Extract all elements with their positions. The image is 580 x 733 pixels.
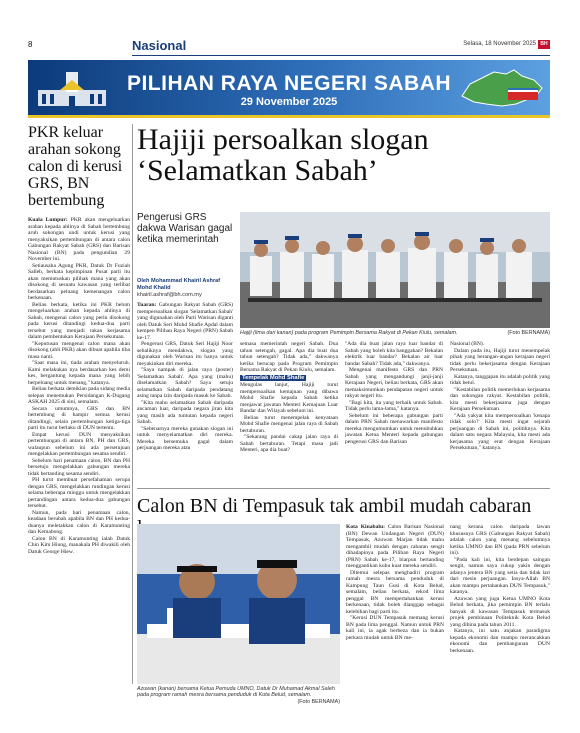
main-paragraph: "Ada yakyat kita mempersoalkan 'kenapa tidak solo?' Kita mesti ingat sejarah perjuangan di Sabah ini, politiknya. Kita dalam satu negara Malaysia, kita mesti ada kerjasama yang erat dengan Kerajaan Persekutuan," katanya. <box>450 412 550 451</box>
second-photo-credit: (Foto BERNAMA) <box>297 698 340 705</box>
side-story-headline: PKR keluar arahan sokong calon di kerusi GRS, BN bertembung <box>28 124 123 209</box>
second-paragraph: Ditemui selepas menghadiri program ramah mesra bersama penduduk di Kampung Taun Gusi di Kota Belud, semalam, beliau berkata, rekod lima penggal BN mempertahankan kerusi berkenaan, tidak boleh dianggap sebagai kelebihan bagi parti itu. <box>346 569 444 615</box>
second-paragraph: Katanya, ini satu anjakan paradigma kepada ekonomi dan mampu merancakkan ekonomi dan pembangunan DUN berkenaan. <box>450 628 550 654</box>
sabah-map-icon <box>456 66 546 112</box>
main-caption-text: Hajiji (lima dari kanan) pada program Pemimpin Bersama Rakyat di Pekan Kiulu, semalam. <box>240 330 458 336</box>
main-story-column-2 <box>240 341 338 484</box>
main-paragraph: "Saya nampak di jalan raya (poster) 'Selamatkan Sabah'. Apa yang (mahu) diselamatkan Sabah? Saya setuju selamatkan Sabah daripada pendatang asing tanpa izin daripada masuk ke Sabah. <box>137 367 233 399</box>
second-paragraph: Kota Kinabalu: Calon Barisan Nasional (BN) Dewan Undangan Negeri (DUN) Tempasuk, Azuwan Marjan tidak mahu mengambil mudah dengan cabaran sengit dihadapinya pada Pilihan Raya Negeri (PRN) Sabah ke-17, biarpun bertanding menggantikan kubu kuat mereka sendiri. <box>346 524 444 569</box>
building-logo-icon <box>32 68 112 112</box>
banner-stripe <box>28 115 550 118</box>
second-story-column-2 <box>450 524 550 696</box>
page-header <box>28 40 550 60</box>
second-caption-text: Azuwan (kanan) bersama Ketua Pemuda UMNO, Datuk Dr Muhamad Akmal Saleh pada program ramah mesra bersama penduduk di Kota Belud, semalam. <box>137 686 335 699</box>
second-photo-caption <box>137 686 340 705</box>
side-story-paragraph: Sebelum hari penamaan calon, BN dan PH bersetuju mengelakkan gabungan mereka tidak bertanding sesama sendiri. <box>28 457 130 477</box>
page-number: 8 <box>28 40 33 49</box>
section-divider <box>132 55 550 56</box>
side-story-paragraph: Secara umumnya, GRS dan BN bertembung di hampir semua kerusi ditandingi, selain pertembungan ketiga-tiga parti itu turut berlaku di DUN tertentu. <box>28 405 130 431</box>
side-story-dateline: Kuala Lumpur: <box>28 217 68 223</box>
author-email[interactable]: khairil.ashraf@bh.com.my <box>137 292 202 298</box>
main-paragraph: "Kita mahu selamatkan Sabah daripada ancaman luar, daripada negara jiran kita yang masih ada tuntutan kepada negeri Sabah. <box>137 399 233 425</box>
side-story-paragraph: Namun, pada hari penamaan calon, keadaan berubah apabila BN dan PH kedua-duanya meletakkan calon di Karamunting dan Kemabong. <box>28 509 130 535</box>
crowd-photo-illustration <box>240 212 550 328</box>
banner-date: 29 November 2025 <box>240 96 338 108</box>
side-story <box>28 124 130 555</box>
main-photo <box>240 212 550 328</box>
crosshead: Tempelak Mohd Shafie <box>242 374 305 381</box>
side-story-paragraph: PH turut membuat persefahaman serupa dengan GRS, mengelakkan rundingan kerusi selama beberapa minggu untuk mengelakkan pertandingan antara kedua-dua gabungan tersebut. <box>28 477 130 509</box>
main-byline: Oleh Mohammad Khairil Ashraf Mohd Khalid <box>137 278 221 291</box>
side-story-paragraph: Kuala Lumpur: PKR akan mengeluarkan arahan kepada ahlinya di Sabah bertembung aruh sokongan undi untuk kerusi yang menyaksikan pertembungan di antara calon Gabungan Rakyat Sabah (GRS) dan Barisan Nasional (BN) pada pengundian 29 November ini. <box>28 217 130 262</box>
side-story-paragraph: Setiausaha Agung PKR, Datuk Dr Fuziah Salleh, berkata kepimpinan Pusat parti itu akan memutuskan pilihak mana yang akan disokong di sesuatu kawasan yang terlibat berdasarkan peluang kemenangan calon berkenaan. <box>28 262 130 301</box>
main-paragraph: Tuaran: Gabungan Rakyat Sabah (GRS) mempersoalkan slogan 'Selamatkan Sabah' yang digunakan oleh Parti Warisan diganti oleh Datuk Seri Mohd Shafie Apdal dalam kempen Pilihan Raya Negeri (PRN) Sabah ke-17. <box>137 302 233 341</box>
second-story-column-1 <box>346 524 444 696</box>
side-story-paragraph: "Keputusan mengenai calon mana akan disokong (ahli PKR) akan dibuat apabila tiba masa nanti. <box>28 340 130 360</box>
second-photo <box>137 524 340 684</box>
second-paragraph: Azuwan yang juga Ketua UMNO Kota Belud berkata, jika pemimpin BN terlalu banyak di kawasan Tempasuk termasuk projek pembinaan Politeknik Kota Belud yang dibina pada tahun 2011. <box>450 595 550 628</box>
side-story-paragraph: Calon BN di Karamunting ialah Datuk Chin Kim Hiung, manakala PH diwakili oleh Datuk George Hiew. <box>28 535 130 555</box>
side-story-paragraph: Beliau berkata, ketika ini PKR belum mengeluarkan arahan kepada ahlinya di Sabah, mengenai calon yang perlu disokong pada kerusi ditandingi kedua-dua parti tersebut yang menjadi rakan kerjasama dalam pembentukan Kerajaan Persekutuan. <box>28 301 130 340</box>
brand-logo: BH <box>538 40 550 49</box>
main-paragraph: "Sebenarnya mereka gunakan slogan ini untuk menyelamatkan diri mereka. Mereka bersemuka gagal dalam perjuangan mereka atau <box>137 425 233 451</box>
second-headline: Calon BN di Tempasuk tak ambil mudah cabaran <box>137 495 532 517</box>
second-dateline: Kota Kinabalu: <box>346 524 385 530</box>
main-paragraph: Nasional (BN). <box>450 341 485 347</box>
main-photo-caption <box>240 330 550 336</box>
candidate-photo-illustration <box>137 524 340 684</box>
main-paragraph: Dalam pada itu, Hajiji turut menempelak pihak yang berangan-angan kerajaan negeri tidak perlu bekerjasama dengan Kerajaan Persekutuan. <box>450 347 550 373</box>
second-paragraph: nang kerana calon daripada lawan khususnya GRS (Gabungan Rakyat Sabah) adalah calon yang menang sebelumnya ketika UMNO dan BN (pada PRN sebelum ini). <box>450 524 550 556</box>
side-story-paragraph: Empat kerusi DUN menyaksikan pertembungan di antara BN, PH dan GRS, walaupun sebelum ini ada persetujuan mengelakkan pertembungan sesama sendiri. <box>28 431 130 457</box>
side-story-body <box>28 217 130 555</box>
main-paragraph: Katanya, tanggapan itu adalah politik yang tidak betul. <box>450 373 550 386</box>
main-paragraph: Sebelum ini beberapa gabungan parti dalam PRN Sabah menawarkan manifesto mereka mengumumkan untuk menubuhkan jawatan Ketua Menteri kepada gabungan pengerusi GRS dan Barisan <box>345 412 443 445</box>
column-divider <box>132 124 133 684</box>
second-paragraph: "Pada kali ini, kita berdepan saingan sengit, namun saya cukup yakin dengan adanya jentera BN yang setia dan tidak lari dari mesin perjuangan. Insya-Allah BN akan mampu pertahankan DUN Tempasuk," katanya. <box>450 556 550 595</box>
election-banner <box>28 60 550 118</box>
main-subheadline: Pengerusi GRS dakwa Warisan gagal ketika memerintah <box>137 212 233 245</box>
main-paragraph: Pengerusi GRS, Datuk Seri Hajiji Noor sebaliknya mendakwa, slogan yang digunakan oleh Warisan itu hanya untuk meyakinkan diri mereka. <box>137 341 233 367</box>
banner-title: PILIHAN RAYA NEGERI SABAH <box>126 72 452 95</box>
second-paragraph: "Kerusi DUN Tempasuk memang kerusi BN pada lima penggal. Namun untuk PRN kali ini, ia agak berbeza dan ia bukan perkara mudah untuk BN me- <box>346 615 444 641</box>
main-paragraph: "Kestabilan politik memerlukan kerjasama dan sokongan rakyat. Kestabilan politik, kita mesti bekerjasama juga dengan Kerajaan Persekutuan. <box>450 386 550 412</box>
main-paragraph: Beliau turut menempelak kenyataan Mohd Shafie mengenai jalan raya di Sabah bertaburan. <box>240 414 338 434</box>
main-paragraph: "Bagi kita, ita yang terbaik untuk Sabah. Tidak perlu lama-lama," katanya. <box>345 399 443 412</box>
section-title: Nasional <box>132 38 187 53</box>
side-story-paragraph: "Saat masa ini, tiada arahan menyeluruh. Kami melakukan nya berdasarkan kes demi kes, bergantung kepada mana yang lebih berpeluang untuk menang," katanya. <box>28 360 130 386</box>
story-divider <box>137 488 550 489</box>
main-story-column-3 <box>345 341 443 484</box>
main-paragraph: "Ada dia buat jalan raya luar bandar di Sabah yang boleh kita banggakan? Bekalan elektrik luar bandar? Bekalan air luar bandar Sabah? Tidak ada," dakwanya. <box>345 341 443 367</box>
main-paragraph: Mengenai manifesto GRS dan PRN Sabah yang mengandungi janji-janji Kerajaan Negeri, beliau berkata, GRS akan memaksimumkan pendapatan negeri untuk rakyat negeri itu. <box>345 367 443 399</box>
side-story-paragraph: Beliau berkata demikian pada sidang media selepas menemukan Persidangan K-Dugang ASKAH 2025 di sini, semalam. <box>28 386 130 405</box>
main-headline: Hajiji persoalkan slogan ‘Selamatkan Sabah’ <box>137 123 429 187</box>
main-photo-credit: (Foto BERNAMA) <box>507 330 550 336</box>
main-dateline: Tuaran: <box>137 302 157 308</box>
issue-date: Selasa, 18 November 2025 <box>463 41 536 47</box>
main-paragraph: semasa memerintah negeri Sabah. Dua tahun setengah, gagal. Apa dia buat dua tahun setengah? Tidak ada," dakwanya ketika berucap pada Program Pemimpin Bersama Rakyat di Pekan Kiulu, semalam. <box>240 341 338 373</box>
main-paragraph: "Sekarang pandai cakap jalan raya di Sabah bertaburan. Tetapi masa jadi Menteri, apa dia buat? <box>240 434 338 453</box>
main-paragraph: Mengulas lanjut, Hajiji turut mempersoalkan kemajuan yang dibawa Mohd Shafie kepada Sabah ketika menjawat jawatan Menteri Kemajuan Luar Bandar dan Wilayah sebelum ini. <box>240 382 338 414</box>
main-story-column-1 <box>137 302 233 484</box>
main-story-column-4 <box>450 341 550 484</box>
